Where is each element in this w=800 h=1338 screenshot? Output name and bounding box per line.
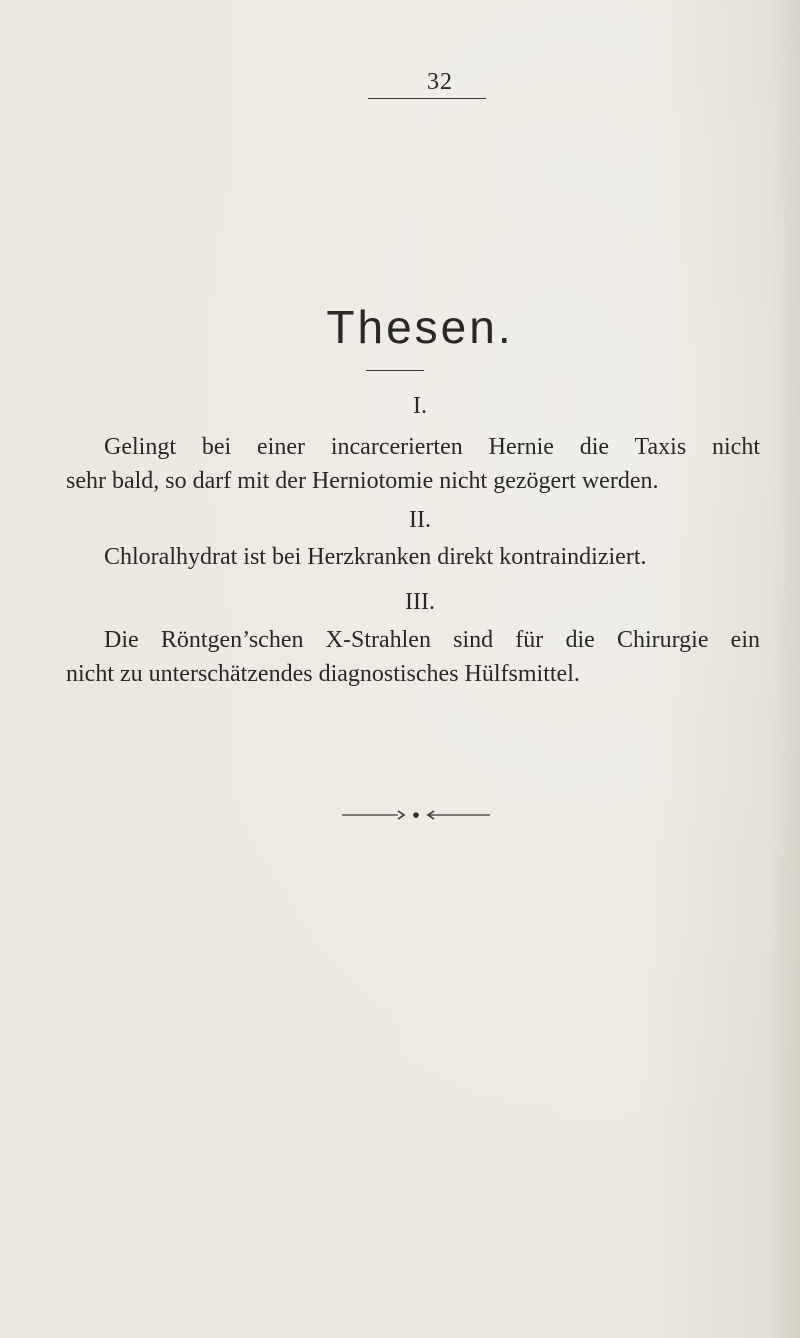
page-number: 32 — [427, 69, 453, 95]
thesis-3-line-2: nicht zu unterschätzendes diagnostisches Hülfsmittel. — [66, 661, 580, 687]
dash-dot-ornament-icon — [340, 805, 500, 825]
thesis-1-numeral: I. — [413, 393, 427, 419]
thesis-1-line-2: sehr bald, so darf mit der Herniotomie nicht gezögert werden. — [66, 468, 659, 494]
page-title: Thesen. — [326, 301, 514, 353]
thesis-1-line-1: Gelingt bei einer incarcerierten Hernie die Taxis nicht — [104, 434, 760, 460]
thesis-3-line-1: Die Röntgen’schen X-Strahlen sind für die Chirurgie ein — [104, 627, 760, 653]
thesis-3-text — [66, 623, 760, 691]
thesis-2-numeral: II. — [409, 507, 431, 533]
thesis-3-numeral: III. — [405, 589, 435, 615]
thesis-2-text: Chloralhydrat ist bei Herzkranken direkt kontraindiziert. — [104, 544, 647, 570]
thesis-1-text — [66, 430, 760, 498]
page-number-rule — [368, 98, 486, 99]
title-rule — [366, 370, 424, 371]
